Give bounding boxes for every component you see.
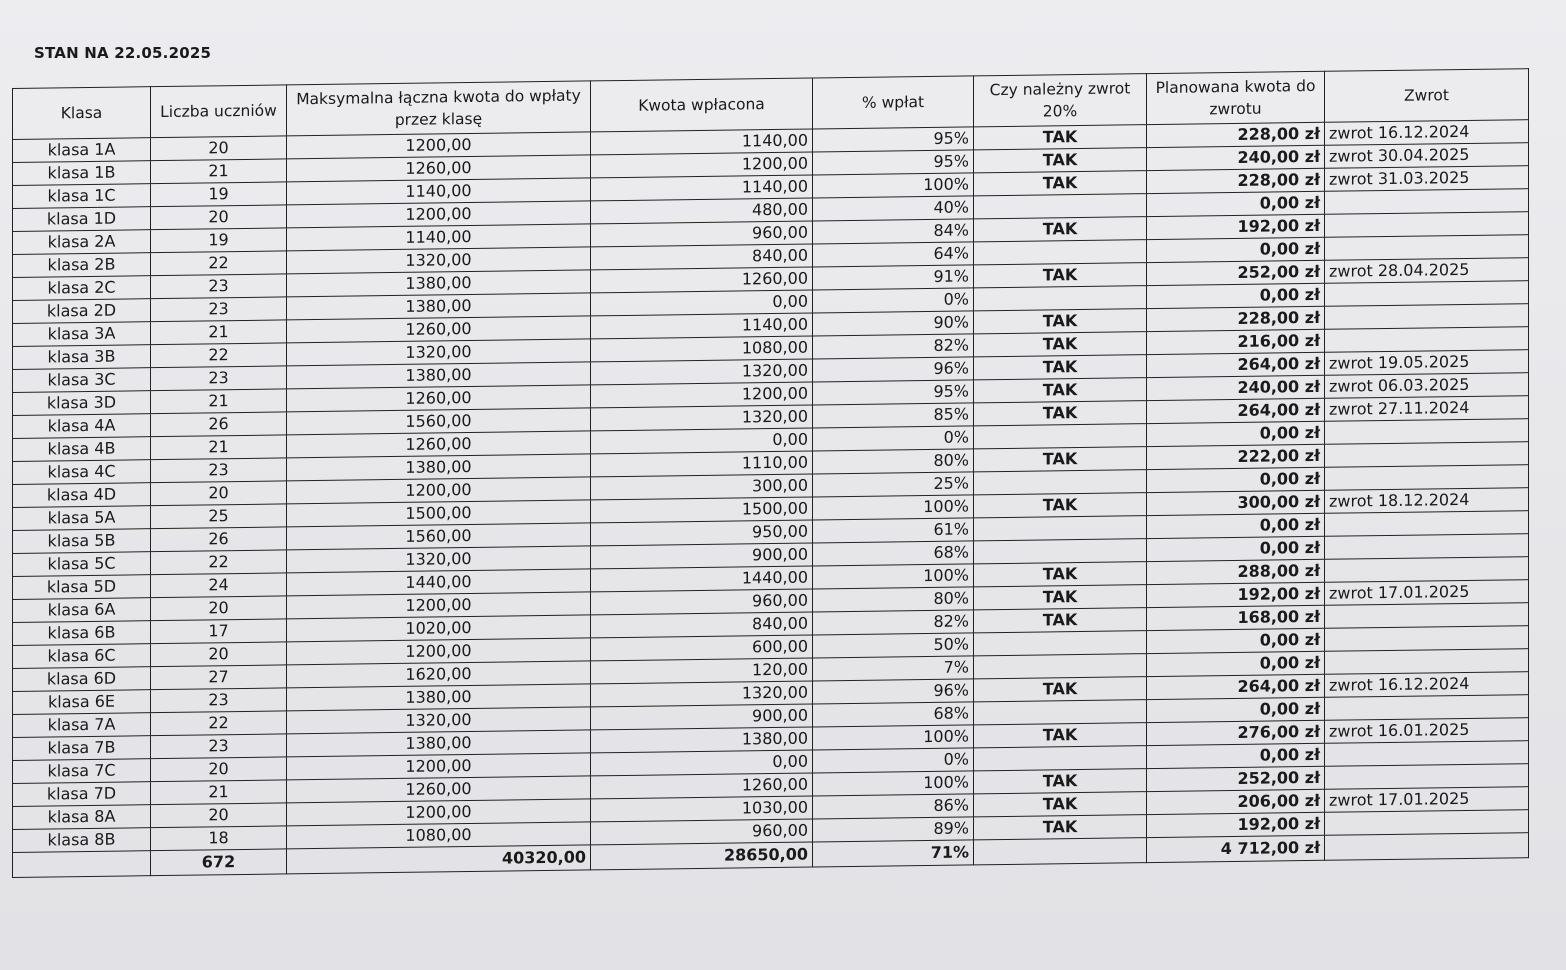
cell-liczba-uczniow: 22 <box>151 251 287 276</box>
cell-planowana-kwota: 192,00 zł <box>1147 582 1325 607</box>
cell-klasa: klasa 5A <box>13 506 151 531</box>
cell-procent-wplat: 91% <box>813 265 974 290</box>
table-body <box>13 120 1529 853</box>
cell-klasa: klasa 5D <box>13 575 151 600</box>
cell-czy-nalezny-zwrot: TAK <box>974 792 1147 817</box>
cell-planowana-kwota: 206,00 zł <box>1147 789 1325 814</box>
cell-planowana-kwota: 276,00 zł <box>1147 720 1325 745</box>
header-kwota-wplacona: Kwota wpłacona <box>591 78 813 132</box>
cell-zwrot: zwrot 19.05.2025 <box>1325 350 1529 376</box>
cell-czy-nalezny-zwrot: TAK <box>974 608 1147 633</box>
cell-kwota-wplacona: 1200,00 <box>591 152 813 178</box>
cell-zwrot: zwrot 16.12.2024 <box>1325 672 1529 698</box>
header-procent-wplat: % wpłat <box>813 76 974 129</box>
cell-zwrot: zwrot 06.03.2025 <box>1325 373 1529 399</box>
cell-planowana-kwota: 228,00 zł <box>1147 168 1325 193</box>
cell-czy-nalezny-zwrot: TAK <box>974 378 1147 403</box>
cell-zwrot: zwrot 17.01.2025 <box>1325 787 1529 813</box>
cell-czy-nalezny-zwrot: TAK <box>974 125 1147 150</box>
cell-klasa: klasa 2D <box>13 299 151 324</box>
cell-klasa: klasa 8A <box>13 805 151 830</box>
cell-klasa: klasa 1D <box>13 207 151 232</box>
cell-zwrot: zwrot 28.04.2025 <box>1325 258 1529 284</box>
cell-procent-wplat: 40% <box>813 196 974 221</box>
cell-klasa: klasa 4A <box>13 414 151 439</box>
cell-klasa: klasa 8B <box>13 828 151 853</box>
document-heading: STAN NA 22.05.2025 <box>34 44 212 62</box>
cell-czy-nalezny-zwrot: TAK <box>974 148 1147 173</box>
cell-liczba-uczniow: 22 <box>151 343 287 368</box>
cell-planowana-kwota: 222,00 zł <box>1147 444 1325 469</box>
cell-planowana-kwota: 0,00 zł <box>1147 237 1325 262</box>
cell-kwota-wplacona: 0,00 <box>591 290 813 316</box>
cell-zwrot <box>1325 695 1529 721</box>
cell-maksymalna-kwota: 1380,00 <box>287 730 591 757</box>
cell-klasa: klasa 2B <box>13 253 151 278</box>
cell-kwota-wplacona: 1500,00 <box>591 497 813 523</box>
cell-czy-nalezny-zwrot: TAK <box>974 309 1147 334</box>
cell-kwota-wplacona: 960,00 <box>591 589 813 615</box>
cell-procent-wplat: 86% <box>813 794 974 819</box>
cell-maksymalna-kwota: 1200,00 <box>287 592 591 619</box>
cell-zwrot <box>1325 626 1529 652</box>
cell-maksymalna-kwota: 1380,00 <box>287 362 591 389</box>
cell-liczba-uczniow: 26 <box>151 527 287 552</box>
cell-procent-wplat: 95% <box>813 380 974 405</box>
cell-klasa: klasa 7A <box>13 713 151 738</box>
cell-maksymalna-kwota: 1200,00 <box>287 132 591 159</box>
cell-planowana-kwota: 240,00 zł <box>1147 375 1325 400</box>
cell-zwrot <box>1325 189 1529 215</box>
cell-czy-nalezny-zwrot: TAK <box>974 677 1147 702</box>
cell-liczba-uczniow: 21 <box>151 389 287 414</box>
cell-planowana-kwota: 0,00 zł <box>1147 628 1325 653</box>
cell-maksymalna-kwota: 1020,00 <box>287 615 591 642</box>
cell-liczba-uczniow: 20 <box>151 481 287 506</box>
cell-kwota-wplacona: 300,00 <box>591 474 813 500</box>
header-planowana-kwota: Planowana kwota do zwrotu <box>1147 71 1325 124</box>
cell-kwota-wplacona: 960,00 <box>591 221 813 247</box>
cell-planowana-kwota: 288,00 zł <box>1147 559 1325 584</box>
cell-liczba-uczniow: 21 <box>151 159 287 184</box>
cell-zwrot <box>1325 281 1529 307</box>
cell-kwota-wplacona: 950,00 <box>591 520 813 546</box>
cell-planowana-kwota: 264,00 zł <box>1147 674 1325 699</box>
cell-liczba-uczniow: 23 <box>151 734 287 759</box>
cell-planowana-kwota: 192,00 zł <box>1147 812 1325 837</box>
cell-maksymalna-kwota: 1200,00 <box>287 753 591 780</box>
cell-planowana-kwota: 0,00 zł <box>1147 283 1325 308</box>
header-czy-nalezny-zwrot: Czy należny zwrot 20% <box>974 74 1147 127</box>
cell-klasa: klasa 3C <box>13 368 151 393</box>
cell-procent-wplat: 100% <box>813 564 974 589</box>
cell-liczba-uczniow: 21 <box>151 320 287 345</box>
cell-zwrot <box>1325 603 1529 629</box>
cell-procent-wplat: 95% <box>813 127 974 152</box>
cell-maksymalna-kwota: 1140,00 <box>287 224 591 251</box>
cell-klasa: klasa 3A <box>13 322 151 347</box>
cell-zwrot: zwrot 16.01.2025 <box>1325 718 1529 744</box>
cell-czy-nalezny-zwrot <box>974 700 1147 725</box>
cell-liczba-uczniow: 23 <box>151 297 287 322</box>
cell-czy-nalezny-zwrot <box>974 240 1147 265</box>
cell-klasa: klasa 5C <box>13 552 151 577</box>
cell-planowana-kwota: 0,00 zł <box>1147 467 1325 492</box>
cell-liczba-uczniow: 27 <box>151 665 287 690</box>
cell-procent-wplat: 89% <box>813 817 974 842</box>
cell-planowana-kwota: 252,00 zł <box>1147 766 1325 791</box>
cell-procent-wplat: 61% <box>813 518 974 543</box>
cell-zwrot <box>1325 810 1529 836</box>
total-liczba-uczniow: 672 <box>151 849 287 876</box>
cell-czy-nalezny-zwrot: TAK <box>974 355 1147 380</box>
cell-planowana-kwota: 0,00 zł <box>1147 536 1325 561</box>
cell-maksymalna-kwota: 1440,00 <box>287 569 591 596</box>
cell-kwota-wplacona: 1380,00 <box>591 727 813 753</box>
cell-procent-wplat: 85% <box>813 403 974 428</box>
cell-maksymalna-kwota: 1080,00 <box>287 822 591 849</box>
total-procent-wplat: 71% <box>813 840 974 867</box>
cell-maksymalna-kwota: 1200,00 <box>287 477 591 504</box>
cell-klasa: klasa 3D <box>13 391 151 416</box>
total-zwrot <box>1325 833 1529 861</box>
cell-zwrot <box>1325 741 1529 767</box>
cell-czy-nalezny-zwrot: TAK <box>974 217 1147 242</box>
cell-liczba-uczniow: 20 <box>151 803 287 828</box>
cell-kwota-wplacona: 840,00 <box>591 244 813 270</box>
cell-klasa: klasa 2C <box>13 276 151 301</box>
cell-liczba-uczniow: 17 <box>151 619 287 644</box>
cell-klasa: klasa 1C <box>13 184 151 209</box>
cell-planowana-kwota: 240,00 zł <box>1147 145 1325 170</box>
cell-kwota-wplacona: 900,00 <box>591 543 813 569</box>
cell-kwota-wplacona: 600,00 <box>591 635 813 661</box>
cell-kwota-wplacona: 1320,00 <box>591 359 813 385</box>
cell-zwrot <box>1325 511 1529 537</box>
cell-procent-wplat: 68% <box>813 541 974 566</box>
cell-procent-wplat: 100% <box>813 173 974 198</box>
cell-klasa: klasa 6D <box>13 667 151 692</box>
cell-kwota-wplacona: 0,00 <box>591 428 813 454</box>
header-klasa: Klasa <box>13 87 151 140</box>
cell-kwota-wplacona: 1140,00 <box>591 129 813 155</box>
header-maksymalna-kwota: Maksymalna łączna kwota do wpłaty przez klasę <box>287 81 591 136</box>
cell-liczba-uczniow: 23 <box>151 366 287 391</box>
cell-klasa: klasa 6A <box>13 598 151 623</box>
cell-kwota-wplacona: 0,00 <box>591 750 813 776</box>
cell-planowana-kwota: 264,00 zł <box>1147 398 1325 423</box>
cell-procent-wplat: 64% <box>813 242 974 267</box>
cell-czy-nalezny-zwrot: TAK <box>974 171 1147 196</box>
cell-planowana-kwota: 216,00 zł <box>1147 329 1325 354</box>
cell-maksymalna-kwota: 1620,00 <box>287 661 591 688</box>
cell-klasa: klasa 1B <box>13 161 151 186</box>
cell-procent-wplat: 25% <box>813 472 974 497</box>
cell-maksymalna-kwota: 1260,00 <box>287 385 591 412</box>
cell-czy-nalezny-zwrot: TAK <box>974 585 1147 610</box>
cell-kwota-wplacona: 1260,00 <box>591 267 813 293</box>
table-container <box>12 68 1528 878</box>
cell-liczba-uczniow: 20 <box>151 136 287 161</box>
cell-liczba-uczniow: 20 <box>151 596 287 621</box>
cell-klasa: klasa 4C <box>13 460 151 485</box>
cell-czy-nalezny-zwrot <box>974 470 1147 495</box>
cell-liczba-uczniow: 22 <box>151 550 287 575</box>
total-czy-nalezny-zwrot <box>974 838 1147 865</box>
header-zwrot: Zwrot <box>1325 69 1529 123</box>
cell-zwrot: zwrot 27.11.2024 <box>1325 396 1529 422</box>
cell-czy-nalezny-zwrot <box>974 424 1147 449</box>
cell-maksymalna-kwota: 1380,00 <box>287 293 591 320</box>
cell-klasa: klasa 6C <box>13 644 151 669</box>
cell-czy-nalezny-zwrot: TAK <box>974 332 1147 357</box>
cell-zwrot <box>1325 557 1529 583</box>
cell-procent-wplat: 84% <box>813 219 974 244</box>
cell-liczba-uczniow: 23 <box>151 458 287 483</box>
cell-klasa: klasa 5B <box>13 529 151 554</box>
cell-czy-nalezny-zwrot <box>974 539 1147 564</box>
cell-planowana-kwota: 300,00 zł <box>1147 490 1325 515</box>
cell-czy-nalezny-zwrot: TAK <box>974 401 1147 426</box>
cell-maksymalna-kwota: 1320,00 <box>287 339 591 366</box>
cell-procent-wplat: 50% <box>813 633 974 658</box>
cell-maksymalna-kwota: 1320,00 <box>287 707 591 734</box>
cell-procent-wplat: 80% <box>813 449 974 474</box>
cell-planowana-kwota: 228,00 zł <box>1147 306 1325 331</box>
cell-maksymalna-kwota: 1560,00 <box>287 408 591 435</box>
cell-planowana-kwota: 252,00 zł <box>1147 260 1325 285</box>
cell-planowana-kwota: 0,00 zł <box>1147 513 1325 538</box>
cell-procent-wplat: 80% <box>813 587 974 612</box>
cell-procent-wplat: 82% <box>813 334 974 359</box>
cell-czy-nalezny-zwrot <box>974 194 1147 219</box>
cell-klasa: klasa 4B <box>13 437 151 462</box>
cell-procent-wplat: 68% <box>813 702 974 727</box>
cell-czy-nalezny-zwrot: TAK <box>974 723 1147 748</box>
cell-planowana-kwota: 192,00 zł <box>1147 214 1325 239</box>
cell-maksymalna-kwota: 1200,00 <box>287 638 591 665</box>
cell-procent-wplat: 96% <box>813 357 974 382</box>
cell-procent-wplat: 100% <box>813 725 974 750</box>
cell-procent-wplat: 82% <box>813 610 974 635</box>
cell-maksymalna-kwota: 1260,00 <box>287 155 591 182</box>
cell-procent-wplat: 0% <box>813 426 974 451</box>
total-planowana-kwota: 4 712,00 zł <box>1147 835 1325 862</box>
cell-zwrot <box>1325 304 1529 330</box>
cell-maksymalna-kwota: 1200,00 <box>287 799 591 826</box>
cell-liczba-uczniow: 20 <box>151 642 287 667</box>
cell-zwrot <box>1325 235 1529 261</box>
cell-kwota-wplacona: 120,00 <box>591 658 813 684</box>
total-klasa <box>13 851 151 878</box>
cell-kwota-wplacona: 1440,00 <box>591 566 813 592</box>
cell-procent-wplat: 0% <box>813 748 974 773</box>
cell-liczba-uczniow: 21 <box>151 780 287 805</box>
cell-zwrot: zwrot 30.04.2025 <box>1325 143 1529 169</box>
cell-zwrot <box>1325 442 1529 468</box>
cell-klasa: klasa 7B <box>13 736 151 761</box>
cell-klasa: klasa 4D <box>13 483 151 508</box>
cell-klasa: klasa 7D <box>13 782 151 807</box>
cell-planowana-kwota: 228,00 zł <box>1147 122 1325 147</box>
payments-table <box>12 68 1529 878</box>
cell-planowana-kwota: 0,00 zł <box>1147 191 1325 216</box>
cell-liczba-uczniow: 23 <box>151 688 287 713</box>
cell-liczba-uczniow: 23 <box>151 274 287 299</box>
cell-kwota-wplacona: 1260,00 <box>591 773 813 799</box>
cell-klasa: klasa 6E <box>13 690 151 715</box>
cell-zwrot: zwrot 18.12.2024 <box>1325 488 1529 514</box>
total-kwota-wplacona: 28650,00 <box>591 842 813 870</box>
cell-klasa: klasa 6B <box>13 621 151 646</box>
cell-kwota-wplacona: 960,00 <box>591 819 813 845</box>
cell-czy-nalezny-zwrot: TAK <box>974 562 1147 587</box>
cell-liczba-uczniow: 24 <box>151 573 287 598</box>
cell-klasa: klasa 3B <box>13 345 151 370</box>
cell-liczba-uczniow: 25 <box>151 504 287 529</box>
cell-liczba-uczniow: 20 <box>151 205 287 230</box>
cell-kwota-wplacona: 1140,00 <box>591 175 813 201</box>
cell-planowana-kwota: 0,00 zł <box>1147 697 1325 722</box>
cell-planowana-kwota: 0,00 zł <box>1147 743 1325 768</box>
cell-czy-nalezny-zwrot <box>974 746 1147 771</box>
cell-liczba-uczniow: 26 <box>151 412 287 437</box>
cell-zwrot <box>1325 649 1529 675</box>
cell-zwrot <box>1325 534 1529 560</box>
cell-maksymalna-kwota: 1200,00 <box>287 201 591 228</box>
cell-czy-nalezny-zwrot <box>974 654 1147 679</box>
cell-zwrot: zwrot 31.03.2025 <box>1325 166 1529 192</box>
cell-zwrot <box>1325 419 1529 445</box>
cell-maksymalna-kwota: 1140,00 <box>287 178 591 205</box>
cell-kwota-wplacona: 1110,00 <box>591 451 813 477</box>
cell-procent-wplat: 0% <box>813 288 974 313</box>
cell-zwrot: zwrot 16.12.2024 <box>1325 120 1529 146</box>
cell-procent-wplat: 100% <box>813 495 974 520</box>
cell-zwrot <box>1325 764 1529 790</box>
cell-procent-wplat: 7% <box>813 656 974 681</box>
cell-czy-nalezny-zwrot: TAK <box>974 447 1147 472</box>
cell-czy-nalezny-zwrot: TAK <box>974 263 1147 288</box>
cell-liczba-uczniow: 22 <box>151 711 287 736</box>
cell-kwota-wplacona: 1030,00 <box>591 796 813 822</box>
cell-klasa: klasa 7C <box>13 759 151 784</box>
cell-liczba-uczniow: 21 <box>151 435 287 460</box>
cell-liczba-uczniow: 19 <box>151 182 287 207</box>
cell-liczba-uczniow: 18 <box>151 826 287 851</box>
cell-zwrot <box>1325 212 1529 238</box>
cell-procent-wplat: 95% <box>813 150 974 175</box>
cell-klasa: klasa 1A <box>13 138 151 163</box>
cell-kwota-wplacona: 900,00 <box>591 704 813 730</box>
cell-maksymalna-kwota: 1560,00 <box>287 523 591 550</box>
cell-kwota-wplacona: 1080,00 <box>591 336 813 362</box>
cell-czy-nalezny-zwrot <box>974 286 1147 311</box>
cell-planowana-kwota: 264,00 zł <box>1147 352 1325 377</box>
cell-zwrot: zwrot 17.01.2025 <box>1325 580 1529 606</box>
cell-maksymalna-kwota: 1260,00 <box>287 776 591 803</box>
cell-maksymalna-kwota: 1500,00 <box>287 500 591 527</box>
header-liczba-uczniow: Liczba uczniów <box>151 85 287 138</box>
cell-liczba-uczniow: 20 <box>151 757 287 782</box>
cell-kwota-wplacona: 1200,00 <box>591 382 813 408</box>
cell-maksymalna-kwota: 1260,00 <box>287 431 591 458</box>
cell-maksymalna-kwota: 1260,00 <box>287 316 591 343</box>
cell-zwrot <box>1325 327 1529 353</box>
cell-maksymalna-kwota: 1320,00 <box>287 247 591 274</box>
cell-czy-nalezny-zwrot: TAK <box>974 493 1147 518</box>
cell-klasa: klasa 2A <box>13 230 151 255</box>
cell-maksymalna-kwota: 1380,00 <box>287 684 591 711</box>
cell-czy-nalezny-zwrot: TAK <box>974 769 1147 794</box>
cell-procent-wplat: 90% <box>813 311 974 336</box>
cell-liczba-uczniow: 19 <box>151 228 287 253</box>
cell-maksymalna-kwota: 1380,00 <box>287 454 591 481</box>
cell-kwota-wplacona: 480,00 <box>591 198 813 224</box>
cell-planowana-kwota: 0,00 zł <box>1147 421 1325 446</box>
cell-maksymalna-kwota: 1380,00 <box>287 270 591 297</box>
cell-czy-nalezny-zwrot <box>974 631 1147 656</box>
cell-czy-nalezny-zwrot: TAK <box>974 815 1147 840</box>
cell-kwota-wplacona: 1320,00 <box>591 681 813 707</box>
cell-procent-wplat: 100% <box>813 771 974 796</box>
cell-planowana-kwota: 0,00 zł <box>1147 651 1325 676</box>
total-maksymalna-kwota: 40320,00 <box>287 845 591 874</box>
cell-zwrot <box>1325 465 1529 491</box>
cell-kwota-wplacona: 840,00 <box>591 612 813 638</box>
cell-kwota-wplacona: 1140,00 <box>591 313 813 339</box>
cell-planowana-kwota: 168,00 zł <box>1147 605 1325 630</box>
cell-kwota-wplacona: 1320,00 <box>591 405 813 431</box>
cell-procent-wplat: 96% <box>813 679 974 704</box>
cell-czy-nalezny-zwrot <box>974 516 1147 541</box>
cell-maksymalna-kwota: 1320,00 <box>287 546 591 573</box>
